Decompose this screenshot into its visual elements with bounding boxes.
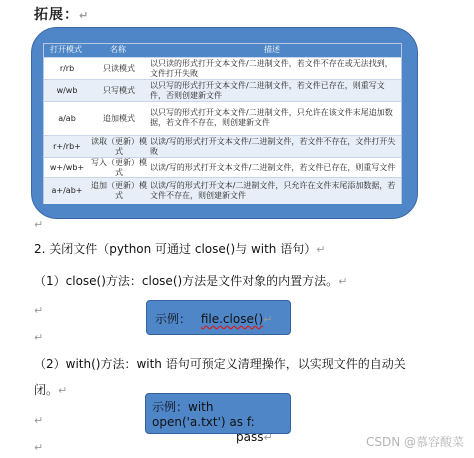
row-mode: r/rb [59,64,75,73]
row-name: 追加模式 [103,114,135,123]
table-row [44,101,401,136]
row-desc: 以读/写的形式打开文本文件/二进制文件，若文件不存在，文件打开失败 [150,137,396,156]
return-mark: ↵ [34,414,44,427]
return-mark: ↵ [338,275,348,288]
return-mark: ↵ [58,384,68,397]
return-mark: ↵ [34,441,44,454]
return-mark: ↵ [263,431,273,444]
return-mark: ↵ [34,304,44,317]
example-with-line-2: pass↵ [236,430,273,444]
row-desc: 以读/写的形式打开文本/二进制文件，只允许在文件末尾添加数据，若文件不存在，则创建新文件 [150,181,396,200]
table-row [44,177,401,204]
table-header [44,44,401,57]
row-name: 只读模式 [103,64,135,73]
example-code: file.close() [200,312,264,326]
return-mark: ↵ [34,218,44,231]
return-mark: ↵ [34,331,44,344]
watermark: CSDN @慕容酸菜 [365,435,464,449]
row-name: 读取（更新）模式 [91,137,147,156]
example-label: 示例： [155,312,192,326]
row-mode: r+/rb+ [53,142,81,151]
row-mode: w+/wb+ [49,163,85,172]
row-name: 追加（更新）模式 [91,181,147,200]
header-name: 名称 [110,45,126,54]
table-row [44,135,401,158]
row-desc: 以读/写的形式打开文本文件/二进制文件，若文件已存在，则重写文件 [150,163,396,172]
table-row [44,79,401,102]
return-mark: ↵ [316,243,326,256]
example-close-box [146,300,291,335]
return-mark: ↵ [263,313,273,326]
example-with-line-1: 示例：with open('a.txt') as f: [152,400,255,429]
row-desc: 以只读的形式打开文本文件/二进制文件，若文件不存在或无法找到，文件打开失败 [150,59,393,78]
row-name: 写入（更新）模式 [91,158,147,177]
row-mode: w/wb [56,86,78,95]
row-name: 只写模式 [103,86,135,95]
table-row [44,57,401,80]
row-desc: 以只写的形式打开文本文件/二进制文件，若文件已存在，则重写文件，否则创建新文件 [150,81,385,100]
with-desc-line-1: （2）with()方法：with 语句可预定义清理操作，以实现文件的自动关 [34,357,406,371]
row-mode: a+/ab+ [51,186,83,195]
header-desc: 描述 [264,45,280,54]
table-row [44,157,401,178]
page-heading: 拓展：↵ [34,7,90,23]
open-modes-table [43,43,402,204]
row-mode: a/ab [58,114,76,123]
with-desc-line-2: 闭。↵ [34,383,68,397]
return-mark: ↵ [79,9,90,22]
section-2-heading: 2. 关闭文件（python 可通过 close()与 with 语句）↵ [34,242,326,256]
close-method-description: （1）close()方法：close()方法是文件对象的内置方法。↵ [34,274,348,288]
header-mode: 打开模式 [50,45,82,54]
row-desc: 以只写的形式打开文本文件/二进制文件，只允许在该文件末尾追加数据，若文件不存在，则创建新文件 [150,108,393,127]
example-with-box [145,393,291,444]
